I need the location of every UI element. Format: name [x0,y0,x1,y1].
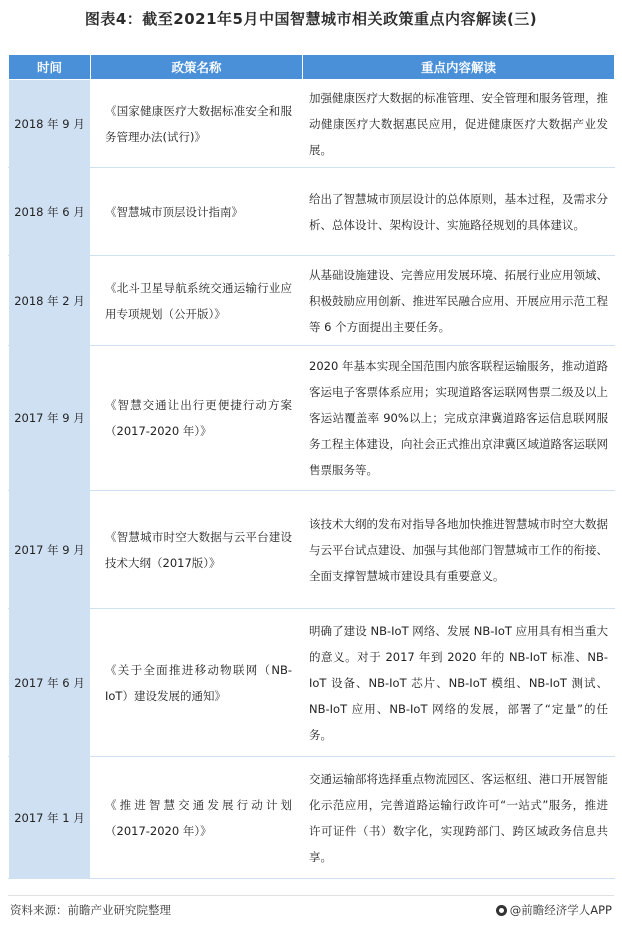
brand-credit [496,902,612,918]
header-time: 时间 [9,55,91,80]
cell-content: 该技术大纲的发布对指导各地加快推进智慧城市时空大数据与云平台试点建设、加强与其他部门智慧城市工作的衔接、全面支撑智慧城市建设具有重要意义。 [303,491,615,609]
cell-content: 加强健康医疗大数据的标准管理、安全管理和服务管理，推动健康医疗大数据惠民应用，促进健康医疗大数据产业发展。 [303,80,615,168]
table-row [9,491,615,609]
cell-time: 2017 年 1 月 [9,757,91,879]
brand-logo-icon [496,905,507,916]
page-title: 图表4：截至2021年5月中国智慧城市相关政策重点内容解读(三) [84,10,538,28]
footer-divider [8,895,614,896]
table-row [9,346,615,491]
cell-time: 2018 年 9 月 [9,80,91,168]
header-policy: 政策名称 [91,55,303,80]
cell-time: 2018 年 2 月 [9,256,91,346]
cell-content: 从基础设施建设、完善应用发展环境、拓展行业应用领域、积极鼓励应用创新、推进军民融合应用、开展应用示范工程等 6 个方面提出主要任务。 [303,256,615,346]
cell-content: 给出了智慧城市顶层设计的总体原则，基本过程，及需求分析、总体设计、架构设计、实施路径规划的具体建议。 [303,168,615,256]
header-content: 重点内容解读 [303,55,615,80]
cell-policy: 《关于全面推进移动物联网（NB-IoT）建设发展的通知》 [91,609,303,757]
cell-policy: 《国家健康医疗大数据标准安全和服务管理办法(试行)》 [91,80,303,168]
cell-policy: 《智慧交通让出行更便捷行动方案（2017-2020 年）》 [91,346,303,491]
cell-policy: 《智慧城市时空大数据与云平台建设技术大纲（2017版）》 [91,491,303,609]
cell-time: 2017 年 9 月 [9,346,91,491]
table-row [9,256,615,346]
table-row [9,168,615,256]
table-row [9,609,615,757]
cell-time: 2017 年 9 月 [9,491,91,609]
policy-table [8,54,615,879]
cell-content: 明确了建设 NB-IoT 网络、发展 NB-IoT 应用具有相当重大的意义。对于 2017 年到 2020 年的 NB-IoT 标准、NB-IoT 设备、NB-IoT 芯片、NB-IoT 模组、NB-IoT 测试、NB-IoT 应用、NB-IoT 网络的发展，部署了“定量”的任务。 [303,609,615,757]
cell-content: 2020 年基本实现全国范围内旅客联程运输服务，推动道路客运电子客票体系应用；实现道路客运联网售票二级及以上客运站覆盖率 90%以上；完成京津冀道路客运信息联网服务工程主体建设，向社会正式推出京津冀区域道路客运联网售票服务等。 [303,346,615,491]
cell-time: 2018 年 6 月 [9,168,91,256]
brand-credit-text: @前瞻经济学人APP [509,903,612,917]
cell-policy: 《智慧城市顶层设计指南》 [91,168,303,256]
cell-policy: 《推进智慧交通发展行动计划（2017-2020 年）》 [91,757,303,879]
cell-content: 交通运输部将选择重点物流园区、客运枢纽、港口开展智能化示范应用，完善道路运输行政许可“一站式”服务，推进许可证件（书）数字化，实现跨部门、跨区域政务信息共享。 [303,757,615,879]
source-note: 资料来源：前瞻产业研究院整理 [10,903,171,917]
table-header-row [9,55,615,80]
table-row [9,80,615,168]
cell-time: 2017 年 6 月 [9,609,91,757]
table-row [9,757,615,879]
cell-policy: 《北斗卫星导航系统交通运输行业应用专项规划（公开版）》 [91,256,303,346]
